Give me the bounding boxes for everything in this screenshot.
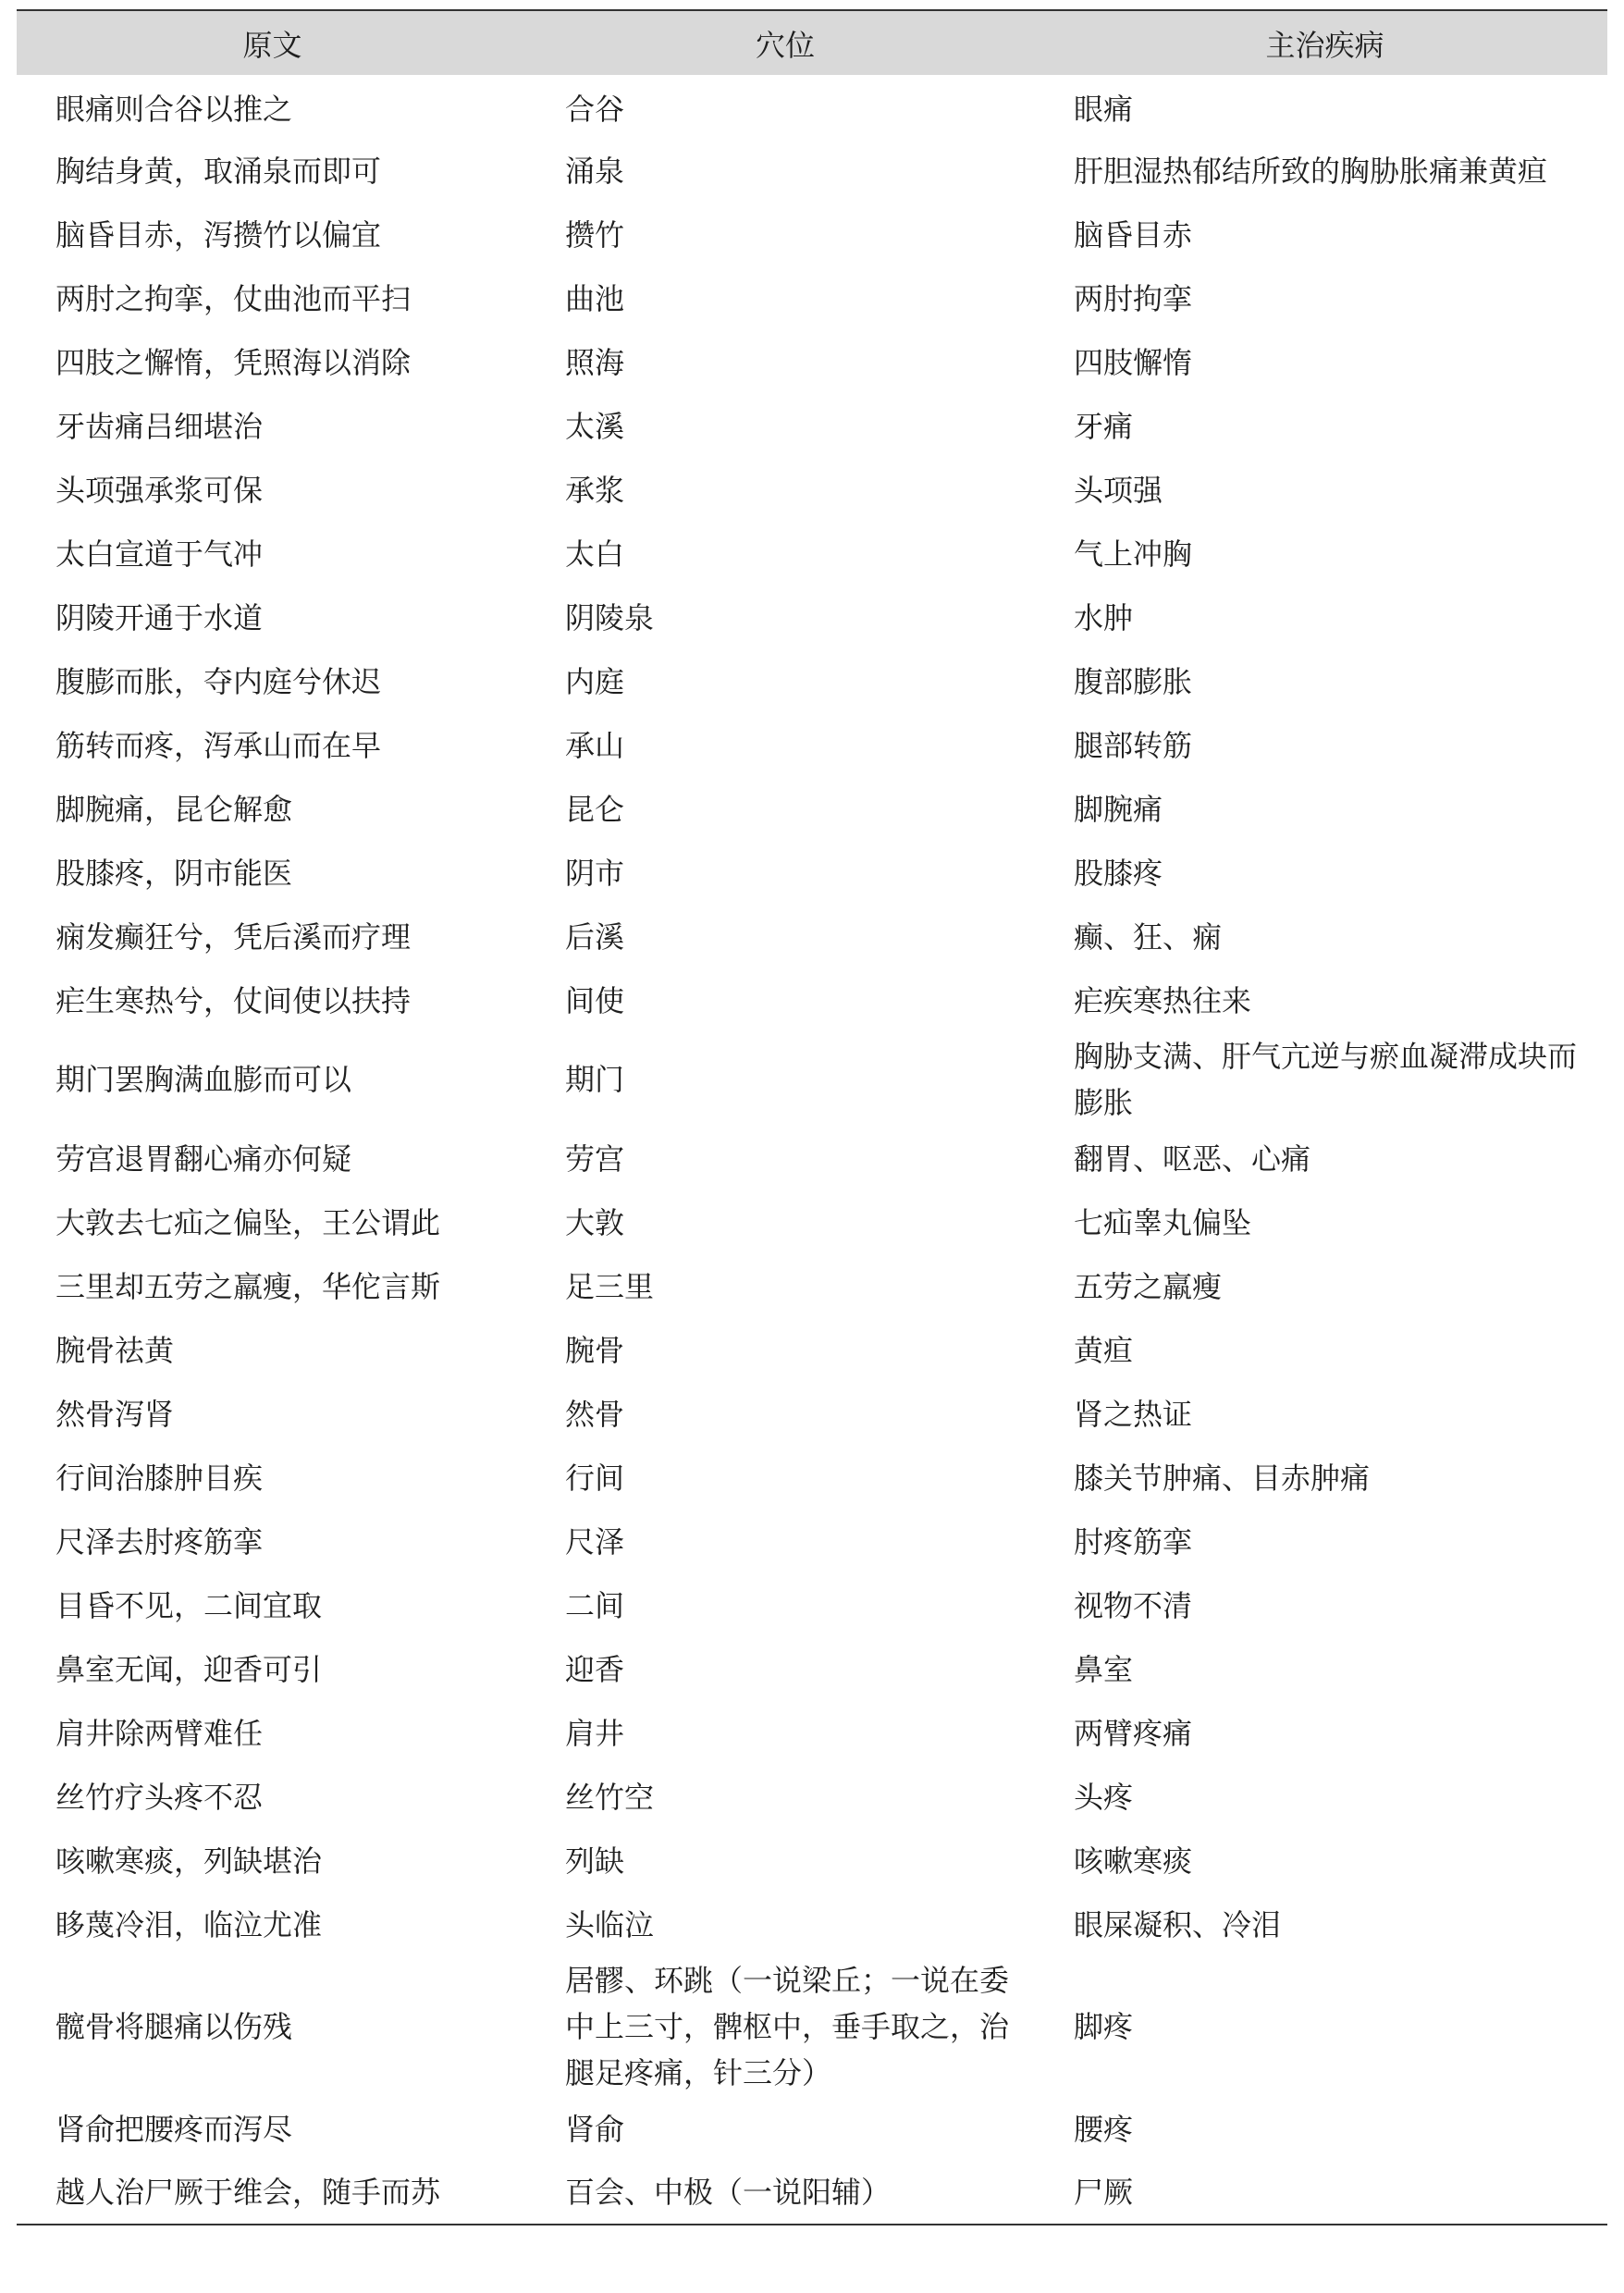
source-text-cell: 大敦去七疝之偏坠，王公谓此 [55, 1204, 441, 1240]
table-row [17, 139, 1607, 203]
indication-cell: 头项强 [1074, 472, 1163, 508]
source-text-cell: 越人治尸厥于维会，随手而苏 [17, 2161, 528, 2225]
indication-cell: 鼻室 [1074, 1651, 1134, 1687]
table-row [17, 1510, 1607, 1573]
acupoint-cell: 然骨 [565, 1396, 625, 1432]
acupoint-cell: 合谷 [565, 91, 625, 127]
source-text-cell: 股膝疼，阴市能医 [55, 855, 293, 891]
table-row [17, 586, 1607, 649]
acupoint-cell: 涌泉 [565, 153, 625, 189]
acupoint-cell: 后溪 [565, 918, 625, 955]
header-source-text: 原文 [17, 10, 528, 75]
indication-cell: 咳嗽寒痰 [1074, 1843, 1193, 1879]
table-row [17, 841, 1607, 905]
acupoint-cell: 承浆 [565, 472, 625, 508]
indication-cell: 五劳之羸瘦 [1074, 1268, 1223, 1304]
acupoint-cell: 丝竹空 [565, 1779, 655, 1815]
source-text-cell: 丝竹疗头疼不忍 [55, 1779, 264, 1815]
acupoint-cell: 阴市 [565, 855, 625, 891]
indication-cell: 牙痛 [1074, 408, 1134, 444]
table-row [17, 1318, 1607, 1382]
source-text-cell: 鼻室无闻，迎香可引 [55, 1651, 323, 1687]
acupoint-cell: 足三里 [565, 1268, 655, 1304]
table-row [17, 330, 1607, 394]
table-row [17, 75, 1607, 139]
acupoint-cell: 大敦 [565, 1204, 625, 1240]
source-text-cell: 咳嗽寒痰，列缺堪治 [55, 1843, 323, 1879]
table-row [17, 203, 1607, 266]
table-row [17, 713, 1607, 777]
acupoint-cell: 太白 [565, 536, 625, 572]
table-row [17, 266, 1607, 330]
indication-cell: 肘疼筋挛 [1074, 1523, 1193, 1559]
source-text-cell: 阴陵开通于水道 [55, 599, 264, 635]
indication-cell: 水肿 [1074, 599, 1134, 635]
source-text-cell: 劳宫退胃翻心痛亦何疑 [55, 1140, 352, 1177]
header-acupoint: 穴位 [528, 10, 1042, 75]
indication-cell: 四肢懈惰 [1074, 344, 1193, 380]
source-text-cell: 肾俞把腰疼而泻尽 [55, 2111, 293, 2147]
header-indication: 主治疾病 [1042, 10, 1607, 75]
table-row [17, 905, 1607, 968]
acupoint-cell: 居髎、环跳（一说梁丘；一说在委中上三寸，髀枢中，垂手取之，治腿足疼痛，针三分） [565, 1963, 1010, 2090]
table-row [17, 1254, 1607, 1318]
indication-cell: 腿部转筋 [1074, 727, 1193, 763]
indication-cell: 脑昏目赤 [1074, 216, 1193, 253]
source-text-cell: 太白宣道于气冲 [55, 536, 264, 572]
acupoint-cell: 头临泣 [565, 1906, 655, 1942]
source-text-cell: 髋骨将腿痛以伤残 [55, 2009, 293, 2044]
source-text-cell: 眼痛则合谷以推之 [55, 91, 293, 127]
source-text-cell: 两肘之拘挛，仗曲池而平扫 [55, 280, 412, 316]
acupoint-cell: 攒竹 [565, 216, 625, 253]
table-row [17, 2161, 1607, 2225]
table-row [17, 2097, 1607, 2161]
header-row [17, 10, 1607, 75]
table-row [17, 1637, 1607, 1701]
acupoint-cell: 劳宫 [565, 1140, 625, 1177]
source-text-cell: 腹膨而胀，夺内庭兮休迟 [55, 663, 382, 699]
table-header [17, 10, 1607, 75]
acupoint-cell: 曲池 [565, 280, 625, 316]
indication-cell: 膝关节肿痛、目赤肿痛 [1074, 1460, 1371, 1496]
table-row [17, 1573, 1607, 1637]
acupoint-cell: 迎香 [565, 1651, 625, 1687]
acupoint-cell: 内庭 [565, 663, 625, 699]
indication-cell: 肝胆湿热郁结所致的胸胁胀痛兼黄疸 [1074, 153, 1548, 189]
source-text-cell: 三里却五劳之羸瘦，华佗言斯 [55, 1268, 441, 1304]
indication-cell: 腹部膨胀 [1074, 663, 1193, 699]
acupoint-cell: 行间 [565, 1460, 625, 1496]
indication-cell: 两肘拘挛 [1074, 280, 1193, 316]
table-row [17, 1765, 1607, 1829]
acupoint-cell: 肩井 [565, 1715, 625, 1751]
table-row [17, 1829, 1607, 1892]
table-row [17, 1701, 1607, 1765]
indication-cell: 脚腕痛 [1074, 791, 1163, 827]
indication-cell: 尸厥 [1042, 2161, 1607, 2225]
indication-cell: 翻胃、呕恶、心痛 [1074, 1140, 1311, 1177]
acupoint-cell: 肾俞 [565, 2111, 625, 2147]
source-text-cell: 然骨泻肾 [55, 1396, 175, 1432]
acupoint-cell: 百会、中极（一说阳辅） [528, 2161, 1042, 2225]
table-row [17, 1892, 1607, 1956]
indication-cell: 眼痛 [1074, 91, 1134, 127]
table-row [17, 968, 1607, 1032]
source-text-cell: 肩井除两臂难任 [55, 1715, 264, 1751]
source-text-cell: 疟生寒热兮，仗间使以扶持 [55, 982, 412, 1018]
indication-cell: 腰疼 [1074, 2111, 1134, 2147]
source-text-cell: 期门罢胸满血膨而可以 [55, 1062, 352, 1097]
acupoint-cell: 尺泽 [565, 1523, 625, 1559]
indication-cell: 两臂疼痛 [1074, 1715, 1193, 1751]
acupoint-cell: 腕骨 [565, 1332, 625, 1368]
acupoint-cell: 二间 [565, 1587, 625, 1623]
table-row [17, 394, 1607, 458]
table-row [17, 458, 1607, 522]
indication-cell: 脚疼 [1074, 2009, 1134, 2044]
acupoint-cell: 列缺 [565, 1843, 625, 1879]
source-text-cell: 脚腕痛，昆仑解愈 [55, 791, 293, 827]
source-text-cell: 筋转而疼，泻承山而在早 [55, 727, 382, 763]
table-row [17, 1127, 1607, 1190]
acupoint-cell: 昆仑 [565, 791, 625, 827]
indication-cell: 癫、狂、痫 [1074, 918, 1223, 955]
source-text-cell: 牙齿痛吕细堪治 [55, 408, 264, 444]
source-text-cell: 痫发癫狂兮，凭后溪而疗理 [55, 918, 412, 955]
indication-cell: 肾之热证 [1074, 1396, 1193, 1432]
table-row [17, 1956, 1607, 2097]
source-text-cell: 四肢之懈惰，凭照海以消除 [55, 344, 412, 380]
indication-cell: 疟疾寒热往来 [1074, 982, 1252, 1018]
source-text-cell: 头项强承浆可保 [55, 472, 264, 508]
acupoint-cell: 间使 [565, 982, 625, 1018]
table-row [17, 1190, 1607, 1254]
table-body [17, 75, 1607, 2225]
table-row [17, 1032, 1607, 1127]
source-text-cell: 胸结身黄，取涌泉而即可 [55, 153, 382, 189]
indication-cell: 头疼 [1074, 1779, 1134, 1815]
source-text-cell: 尺泽去肘疼筋挛 [55, 1523, 264, 1559]
source-text-cell: 脑昏目赤，泻攒竹以偏宜 [55, 216, 382, 253]
acupoint-cell: 期门 [565, 1062, 625, 1097]
acupoint-cell: 承山 [565, 727, 625, 763]
table-row [17, 1446, 1607, 1510]
acupoint-cell: 阴陵泉 [565, 599, 655, 635]
indication-cell: 胸胁支满、肝气亢逆与瘀血凝滞成块而膨胀 [1074, 1039, 1578, 1120]
indication-cell: 视物不清 [1074, 1587, 1193, 1623]
indication-cell: 股膝疼 [1074, 855, 1163, 891]
acupoint-cell: 照海 [565, 344, 625, 380]
indication-cell: 气上冲胸 [1074, 536, 1193, 572]
table-row [17, 649, 1607, 713]
indication-cell: 七疝睾丸偏坠 [1074, 1204, 1252, 1240]
acupoint-table [17, 9, 1607, 2225]
source-text-cell: 行间治膝肿目疾 [55, 1460, 264, 1496]
acupoint-cell: 太溪 [565, 408, 625, 444]
table-row [17, 777, 1607, 841]
source-text-cell: 腕骨祛黄 [55, 1332, 175, 1368]
table-row [17, 1382, 1607, 1446]
table-row [17, 522, 1607, 586]
indication-cell: 黄疸 [1074, 1332, 1134, 1368]
indication-cell: 眼屎凝积、冷泪 [1074, 1906, 1282, 1942]
source-text-cell: 眵蔑冷泪，临泣尤准 [55, 1906, 323, 1942]
source-text-cell: 目昏不见，二间宜取 [55, 1587, 323, 1623]
